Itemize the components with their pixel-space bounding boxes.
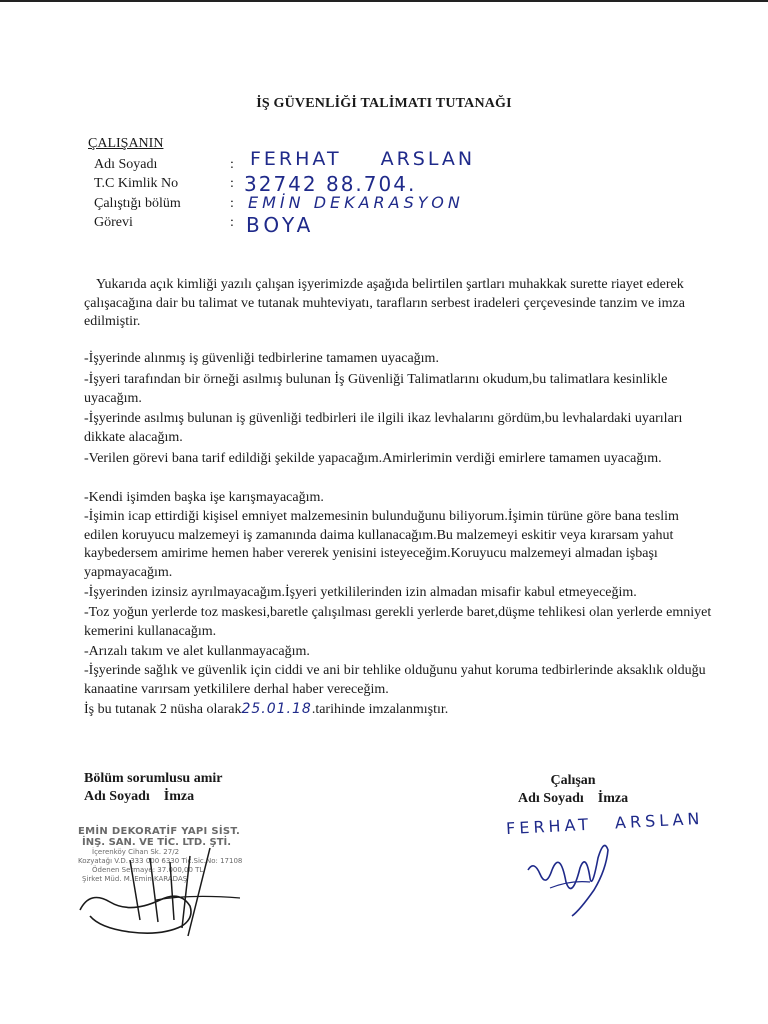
field-colon: :: [230, 157, 234, 172]
stamp-line-manager: Şirket Müd. M. Emin KARADAŞ: [82, 875, 188, 883]
field-colon: :: [230, 215, 234, 230]
supervisor-labels: Adı Soyadı İmza: [84, 789, 195, 804]
rule-item: -Kendi işimden başka işe karışmayacağım.: [84, 490, 324, 505]
rule-item: -İşyeri tarafından bir örneği asılmış bulunan İş Güvenliği Talimatlarını okudum,bu talimatlara kesinlikle uyacağım.: [84, 372, 668, 406]
field-value-department: EMİN DEKARASYON: [248, 193, 464, 212]
field-label-tc: T.C Kimlik No: [94, 176, 179, 191]
rule-item: -İşyerinde alınmış iş güvenliği tedbirlerine tamamen uyacağım.: [84, 351, 439, 366]
stamp-line-tax: Kozyatağı V.D. 333 000 6330 Tic.Sic.No: 17108: [78, 857, 243, 865]
rule-item: -İşyerinde asılmış bulunan iş güvenliği tedbirleri ile ilgili ikaz levhalarını gördüm,bu levhalardaki uyarıları dikkate alacağım.: [84, 411, 683, 445]
document-title: İŞ GÜVENLİĞİ TALİMATI TUTANAĞI: [256, 96, 512, 111]
rule-item: -İşyerinden izinsiz ayrılmayacağım.İşyeri yetkililerinden izin almadan misafir kabul etmeyeceğim.: [84, 585, 637, 600]
stamp-line-type: İNŞ. SAN. VE TİC. LTD. ŞTİ.: [82, 837, 232, 848]
employee-handwritten-name: FERHAT ARSLAN: [505, 808, 704, 839]
rule-item: -Verilen görevi bana tarif edildiği şekilde yapacağım.Amirlerimin verdiği emirlere tamamen uyacağım.: [84, 451, 662, 466]
field-colon: :: [230, 176, 234, 191]
field-value-role: BOYA: [246, 213, 315, 237]
employee-signature: [520, 830, 630, 920]
employee-sign-block: [518, 772, 628, 808]
employee-section-heading: ÇALIŞANIN: [88, 136, 164, 151]
rule-item: -İşimin icap ettirdiği kişisel emniyet malzemesinin bulunduğunu biliyorum.İşimin türüne göre bana teslim edilen koruyucu malzemeyi iş zamanında daima kullanacağım.Bu malzemeyi eskitir veya kırarsam yahut kaybedersem amirime hemen haber vererek yenisini isteyeceğim.Koruyucu malzemeyi almadan işbaşı yapmayacağım.: [84, 509, 679, 580]
field-value-tc: 32742 88.704.: [244, 172, 417, 196]
field-label-department: Çalıştığı bölüm: [94, 196, 181, 211]
rule-item: -Arızalı takım ve alet kullanmayacağım.: [84, 644, 310, 659]
stamp-line-address: İçerenköy Cihan Sk. 27/2: [92, 848, 180, 856]
scan-top-border: [0, 0, 768, 2]
field-colon: :: [230, 196, 234, 211]
supervisor-signature: [70, 840, 260, 940]
stamp-line-capital: Ödenen Sermaye: 37.000,00 TL: [92, 866, 204, 874]
rule-item: -İşyerinde sağlık ve güvenlik için ciddi ve ani bir tehlike olduğunu yahut koruma tedbirlerinde aksaklık olduğu kanaatine varırsam yetkililere derhal haber vereceğim.: [84, 663, 706, 697]
stamp-line-company: EMİN DEKORATİF YAPI SİST.: [78, 826, 241, 837]
intro-paragraph: Yukarıda açık kimliği yazılı çalışan işyerimizde aşağıda belirtilen şartları muhakkak surette riayet ederek çalışacağına dair bu talimat ve tutanak muhteviyatı, tarafların serbest iradeleri çerçevesinde tanzim ve imza edilmiştir.: [84, 277, 685, 329]
employee-sign-labels: Adı Soyadı İmza: [518, 791, 629, 806]
employee-sign-title: Çalışan: [550, 773, 596, 788]
field-value-name: FERHAT ARSLAN: [250, 148, 476, 170]
rule-item: -Toz yoğun yerlerde toz maskesi,baretle çalışılması gerekli yerlerde baret,düşme tehlikesi olan yerlerde emniyet kemerini kullanacağım.: [84, 605, 712, 639]
closing-date: 25.01.18: [241, 701, 312, 717]
closing-line: [84, 701, 448, 718]
closing-text-before: İş bu tutanak 2 nüsha olarak: [84, 702, 242, 717]
closing-text-after: .tarihinde imzalanmıştır.: [311, 702, 449, 717]
field-label-name: Adı Soyadı: [94, 157, 158, 172]
supervisor-block: [84, 770, 222, 806]
supervisor-title: Bölüm sorumlusu amir: [84, 771, 223, 786]
field-label-role: Görevi: [94, 215, 133, 230]
